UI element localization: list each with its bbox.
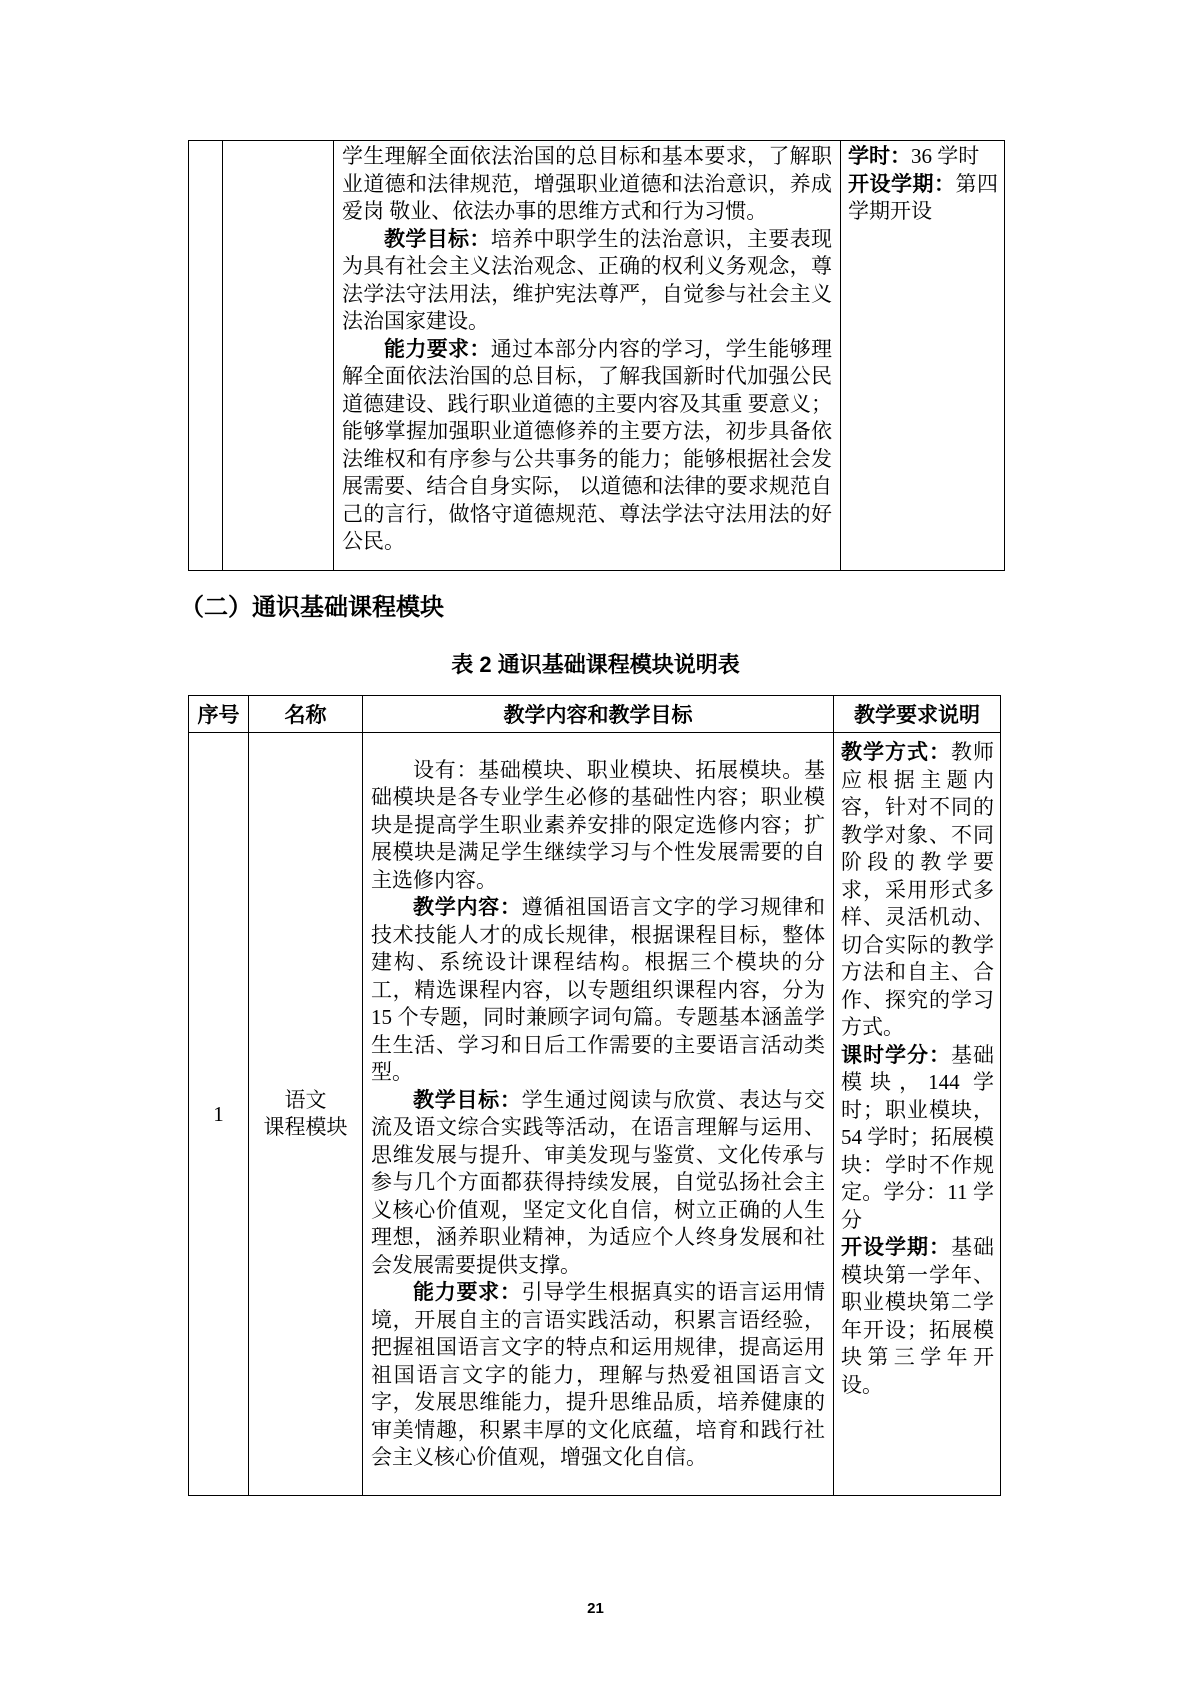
cell-teaching-requirements	[841, 141, 1005, 571]
header-teaching-requirements: 教学要求说明	[834, 696, 1001, 733]
section-heading: （二）通识基础课程模块	[180, 594, 444, 621]
content-paragraph	[371, 1087, 825, 1280]
content-paragraph	[342, 226, 832, 336]
header-serial-number: 序号	[189, 696, 249, 733]
paragraph-text: 设有：基础模块、职业模块、拓展模块。基础模块是各专业学生必修的基础性内容；职业模块是提高学生职业素养安排的限定选修内容；扩展模块是满足学生继续学习与个性发展需要的自主选修内容。	[371, 757, 825, 892]
course-name-line: 课程模块	[263, 1115, 348, 1139]
paragraph-label: 课时学分：	[841, 1043, 951, 1067]
cell-teaching-content	[363, 733, 834, 1496]
content-paragraph	[371, 894, 825, 1087]
paragraph-label: 开设学期：	[848, 172, 956, 196]
paragraph-text: 学生理解全面依法治国的总目标和基本要求，了解职业道德和法律规范，增强职业道德和法治意识，养成爱岗 敬业、依法办事的思维方式和行为习惯。	[342, 144, 832, 223]
cell-name	[249, 733, 363, 1496]
paragraph-label: 教学内容：	[413, 896, 522, 919]
table-row	[189, 141, 1005, 571]
paragraph-text: 通过本部分内容的学习，学生能够理解全面依法治国的总目标，了解我国新时代加强公民道德建设、践行职业道德的主要内容及其重 要意义；能够掌握加强职业道德修养的主要方法，初步具备依法维权和有序参与公共事务的能力；能够根据社会发展需要、结合自身实际， 以道德和法律的要求规范自己的言行，做恪守道德规范、尊法学法守法用法的好公民。	[342, 336, 832, 553]
requirement-paragraph	[848, 143, 998, 171]
cell-index: 1	[189, 733, 249, 1496]
requirement-paragraph	[841, 1042, 994, 1235]
header-teaching-content: 教学内容和教学目标	[363, 696, 834, 733]
page-number: 21	[587, 1600, 604, 1617]
paragraph-text: 基础模块，144 学时；职业模块，54 学时；拓展模块：学时不作规定。学分：11 学分	[841, 1042, 994, 1232]
requirement-paragraph	[841, 739, 994, 1042]
paragraph-label: 教学目标：	[413, 1088, 522, 1112]
paragraph-text: 培养中职学生的法治意识，主要表现为具有社会主义法治观念、正确的权利义务观念，尊法学法守法用法，维护宪法尊严，自觉参与社会主义法治国家建设。	[342, 226, 832, 333]
table-general-basic-modules	[188, 695, 1001, 1496]
requirement-paragraph	[848, 171, 998, 226]
paragraph-text: 学生通过阅读与欣赏、表达与交流及语文综合实践等活动，在语言理解与运用、思维发展与提升、审美发现与鉴赏、文化传承与参与几个方面都获得持续发展，自觉弘扬社会主义核心价值观，坚定文化自信，树立正确的人生理想，涵养职业精神，为适应个人终身发展和社会发展需要提供支撑。	[371, 1087, 826, 1277]
content-paragraph	[342, 336, 832, 556]
cell-index-empty	[189, 141, 223, 571]
content-paragraph	[371, 757, 825, 895]
table-caption: 表 2 通识基础课程模块说明表	[451, 652, 740, 677]
cell-teaching-content	[334, 141, 841, 571]
content-paragraph	[371, 1279, 825, 1472]
paragraph-text: 教师应根据主题内容，针对不同的教学对象、不同阶段的教学要求，采用形式多样、灵活机动、切合实际的教学方法和自主、合作、探究的学习方式。	[841, 740, 994, 1039]
table-row	[189, 733, 1001, 1496]
header-name: 名称	[249, 696, 363, 733]
cell-name-empty	[223, 141, 334, 571]
table-header-row	[189, 696, 1001, 733]
paragraph-text: 遵循祖国语言文字的学习规律和技术技能人才的成长规律，根据课程目标，整体建构、系统设计课程结构。根据三个模块的分工，精选课程内容，以专题组织课程内容，分为 15 个专题，同时兼顾字词句篇。专题基本涵盖学生生活、学习和日后工作需要的主要语言活动类型。	[371, 895, 826, 1084]
paragraph-text: 基础模块第一学年、职业模块第二学年开设；拓展模块第三学年开设。	[841, 1235, 994, 1397]
course-name-line: 语文	[284, 1087, 327, 1112]
paragraph-label: 教学目标：	[384, 227, 491, 251]
paragraph-text: 36 学时	[911, 144, 980, 168]
cell-teaching-requirements	[834, 733, 1001, 1496]
requirement-paragraph	[841, 1234, 994, 1399]
paragraph-label: 教学方式：	[841, 741, 951, 764]
paragraph-label: 开设学期：	[841, 1236, 951, 1259]
paragraph-label: 学时：	[848, 145, 911, 168]
paragraph-label: 能力要求：	[384, 337, 491, 361]
paragraph-text: 第四学期开设	[848, 171, 998, 223]
paragraph-label: 能力要求：	[413, 1281, 522, 1304]
content-paragraph	[342, 143, 832, 226]
paragraph-text: 引导学生根据真实的语言运用情境，开展自主的言语实践活动，积累言语经验，把握祖国语言文字的特点和运用规律，提高运用祖国语言文字的能力，理解与热爱祖国语言文字，发展思维能力，提升思维品质，培养健康的审美情趣，积累丰厚的文化底蕴，培育和践行社会主义核心价值观，增强文化自信。	[371, 1280, 826, 1469]
table-previous-module	[188, 140, 1005, 571]
